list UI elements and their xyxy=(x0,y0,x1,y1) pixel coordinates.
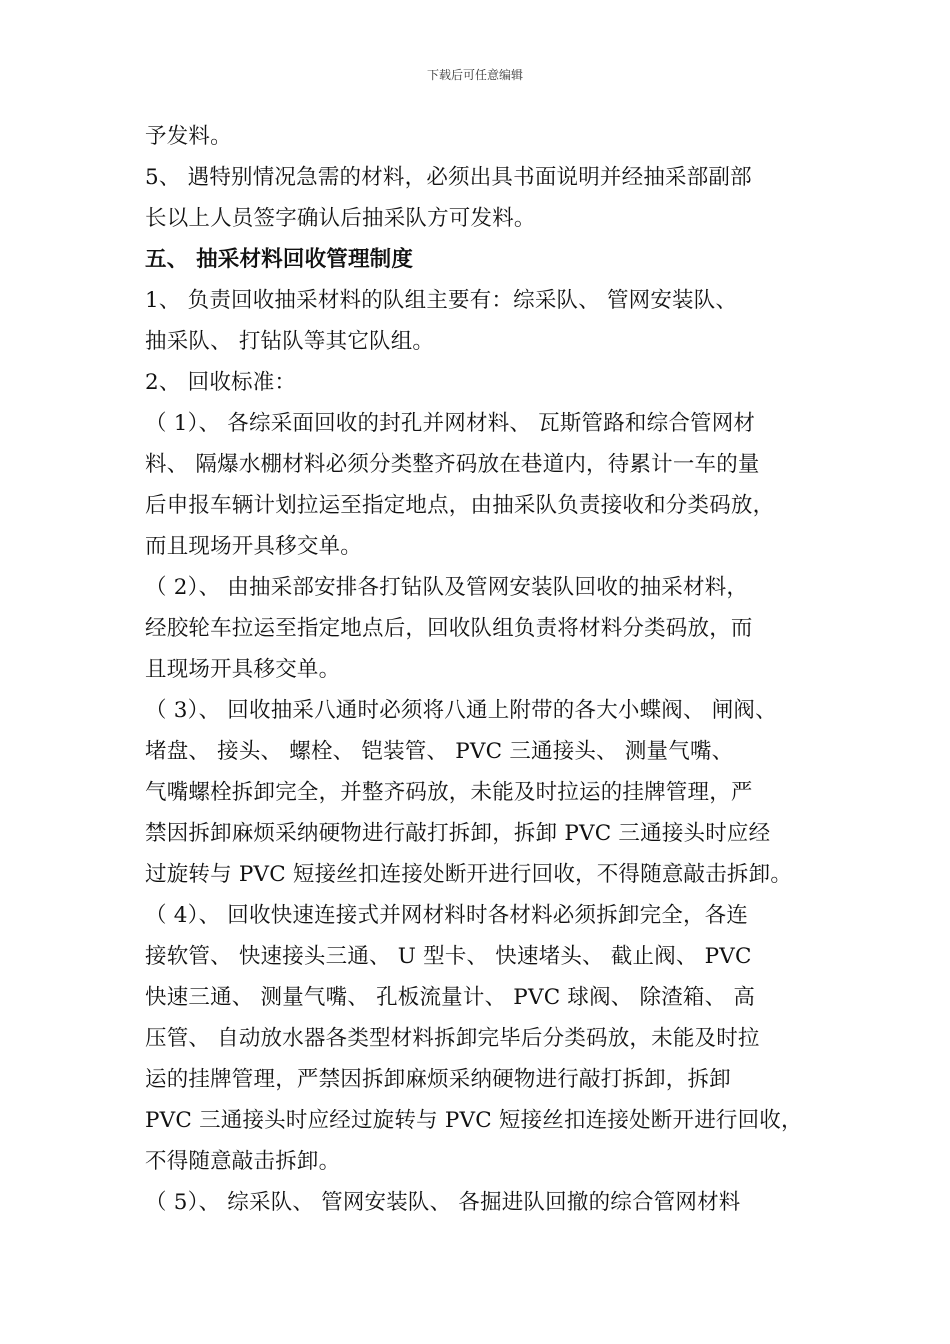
text-line: 不得随意敲击拆卸。 xyxy=(145,1149,341,1174)
text-line: （ 3）、 回收抽采八通时必须将八通上附带的各大小蝶阀、 闸阀、 xyxy=(145,698,777,723)
section-heading: 五、 抽采材料回收管理制度 xyxy=(145,247,414,272)
text-line: 快速三通、 测量气嘴、 孔板流量计、 PVC 球阀、 除渣箱、 高 xyxy=(145,985,756,1010)
text-line: 2、 回收标准： xyxy=(145,370,297,395)
text-line: PVC 三通接头时应经过旋转与 PVC 短接丝扣连接处断开进行回收， xyxy=(145,1108,803,1133)
text-line: 经胶轮车拉运至指定地点后，回收队组负责将材料分类码放，而 xyxy=(145,616,753,641)
document-body xyxy=(145,116,820,1223)
text-line: （ 4）、 回收快速连接式并网材料时各材料必须拆卸完全，各连 xyxy=(145,903,749,928)
text-line: 气嘴螺栓拆卸完全，并整齐码放，未能及时拉运的挂牌管理，严 xyxy=(145,780,753,805)
text-line: 运的挂牌管理，严禁因拆卸麻烦采纳硬物进行敲打拆卸，拆卸 xyxy=(145,1067,731,1092)
text-line: 5、 遇特别情况急需的材料，必须出具书面说明并经抽采部副部 xyxy=(145,165,752,190)
text-line: 抽采队、 打钻队等其它队组。 xyxy=(145,329,435,354)
text-line: 1、 负责回收抽采材料的队组主要有：综采队、 管网安装队、 xyxy=(145,288,738,313)
text-line: 而且现场开具移交单。 xyxy=(145,534,363,559)
text-line: 过旋转与 PVC 短接丝扣连接处断开进行回收，不得随意敲击拆卸。 xyxy=(145,862,793,887)
text-line: 料、 隔爆水棚材料必须分类整齐码放在巷道内，待累计一车的量 xyxy=(145,452,760,477)
text-line: 后申报车辆计划拉运至指定地点，由抽采队负责接收和分类码放， xyxy=(145,493,775,518)
text-line: 禁因拆卸麻烦采纳硬物进行敲打拆卸，拆卸 PVC 三通接头时应经 xyxy=(145,821,771,846)
text-line: 接软管、 快速接头三通、 U 型卡、 快速堵头、 截止阀、 PVC xyxy=(145,944,752,969)
text-line: 堵盘、 接头、 螺栓、 铠装管、 PVC 三通接头、 测量气嘴、 xyxy=(145,739,734,764)
text-line: 予发料。 xyxy=(145,124,232,149)
text-line: 长以上人员签字确认后抽采队方可发料。 xyxy=(145,206,536,231)
text-line: （ 5）、 综采队、 管网安装队、 各掘进队回撤的综合管网材料 xyxy=(145,1190,741,1215)
text-line: （ 2）、 由抽采部安排各打钻队及管网安装队回收的抽采材料， xyxy=(145,575,749,600)
text-line: 压管、 自动放水器各类型材料拆卸完毕后分类码放，未能及时拉 xyxy=(145,1026,760,1051)
text-line: （ 1）、 各综采面回收的封孔并网材料、 瓦斯管路和综合管网材 xyxy=(145,411,756,436)
text-line: 且现场开具移交单。 xyxy=(145,657,341,682)
page-header: 下载后可任意编辑 xyxy=(426,68,523,82)
